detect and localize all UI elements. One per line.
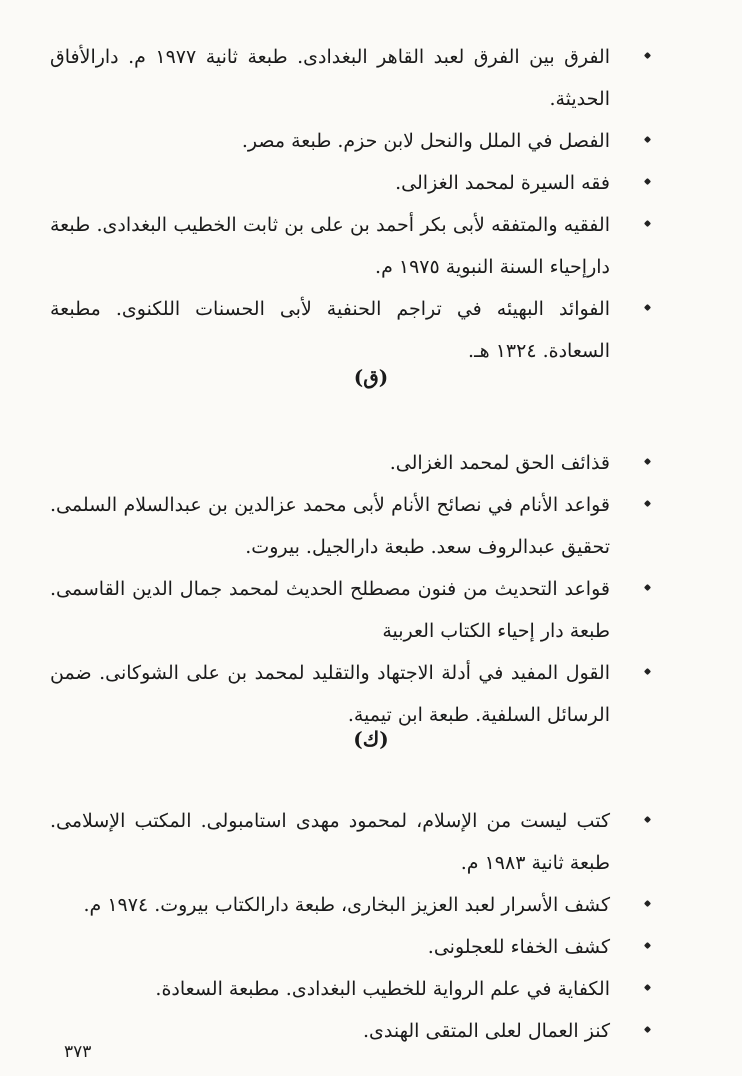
bullet-icon — [644, 1026, 651, 1033]
bullet-icon — [644, 900, 651, 907]
bullet-icon — [644, 984, 651, 991]
bullet-icon — [644, 220, 651, 227]
bibliography-entry: الفرق بين الفرق لعبد القاهر البغدادى. طبعة ثانية ١٩٧٧ م. دارالأفاق الحديثة. — [50, 36, 650, 120]
bibliography-section-fa — [50, 36, 650, 372]
bibliography-entry: قواعد الأنام في نصائح الأنام لأبى محمد عزالدين بن عبدالسلام السلمى. تحقيق عبدالروف سعد. طبعة دارالجيل. بيروت. — [50, 484, 650, 568]
bullet-icon — [644, 816, 651, 823]
bibliography-entry: قذائف الحق لمحمد الغزالى. — [50, 442, 650, 484]
bullet-icon — [644, 668, 651, 675]
bibliography-entry: فقه السيرة لمحمد الغزالى. — [50, 162, 650, 204]
bibliography-entry: الفوائد البهيئه في تراجم الحنفية لأبى الحسنات اللكنوى. مطبعة السعادة. ١٣٢٤ هـ. — [50, 288, 650, 372]
bibliography-entry: قواعد التحديث من فنون مصطلح الحديث لمحمد جمال الدين القاسمى. طبعة دار إحياء الكتاب العربية — [50, 568, 650, 652]
bullet-icon — [644, 178, 651, 185]
bullet-icon — [644, 458, 651, 465]
bibliography-entry: الفصل في الملل والنحل لابن حزم. طبعة مصر. — [50, 120, 650, 162]
bullet-icon — [644, 500, 651, 507]
bibliography-section-qaf — [50, 442, 650, 736]
bibliography-entry: الفقيه والمتفقه لأبى بكر أحمد بن على بن ثابت الخطيب البغدادى. طبعة دارإحياء السنة النبوية ١٩٧٥ م. — [50, 204, 650, 288]
bibliography-entry: كنز العمال لعلى المتقى الهندى. — [50, 1010, 650, 1052]
bibliography-entry: الكفاية في علم الرواية للخطيب البغدادى. مطبعة السعادة. — [50, 968, 650, 1010]
bullet-icon — [644, 136, 651, 143]
bullet-icon — [644, 52, 651, 59]
section-heading-kaf: (ك) — [353, 727, 389, 751]
bibliography-entry: كشف الأسرار لعبد العزيز البخارى، طبعة دارالكتاب بيروت. ١٩٧٤ م. — [50, 884, 650, 926]
page-number: ٣٧٣ — [64, 1042, 92, 1062]
bibliography-section-kaf — [50, 800, 650, 1052]
bibliography-entry: كشف الخفاء للعجلونى. — [50, 926, 650, 968]
bullet-icon — [644, 304, 651, 311]
bibliography-entry: القول المفيد في أدلة الاجتهاد والتقليد لمحمد بن على الشوكانى. ضمن الرسائل السلفية. طبعة ابن تيمية. — [50, 652, 650, 736]
section-heading-qaf: (ق) — [353, 365, 389, 389]
bibliography-entry: كتب ليست من الإسلام، لمحمود مهدى استامبولى. المكتب الإسلامى. طبعة ثانية ١٩٨٣ م. — [50, 800, 650, 884]
bullet-icon — [644, 942, 651, 949]
bullet-icon — [644, 584, 651, 591]
